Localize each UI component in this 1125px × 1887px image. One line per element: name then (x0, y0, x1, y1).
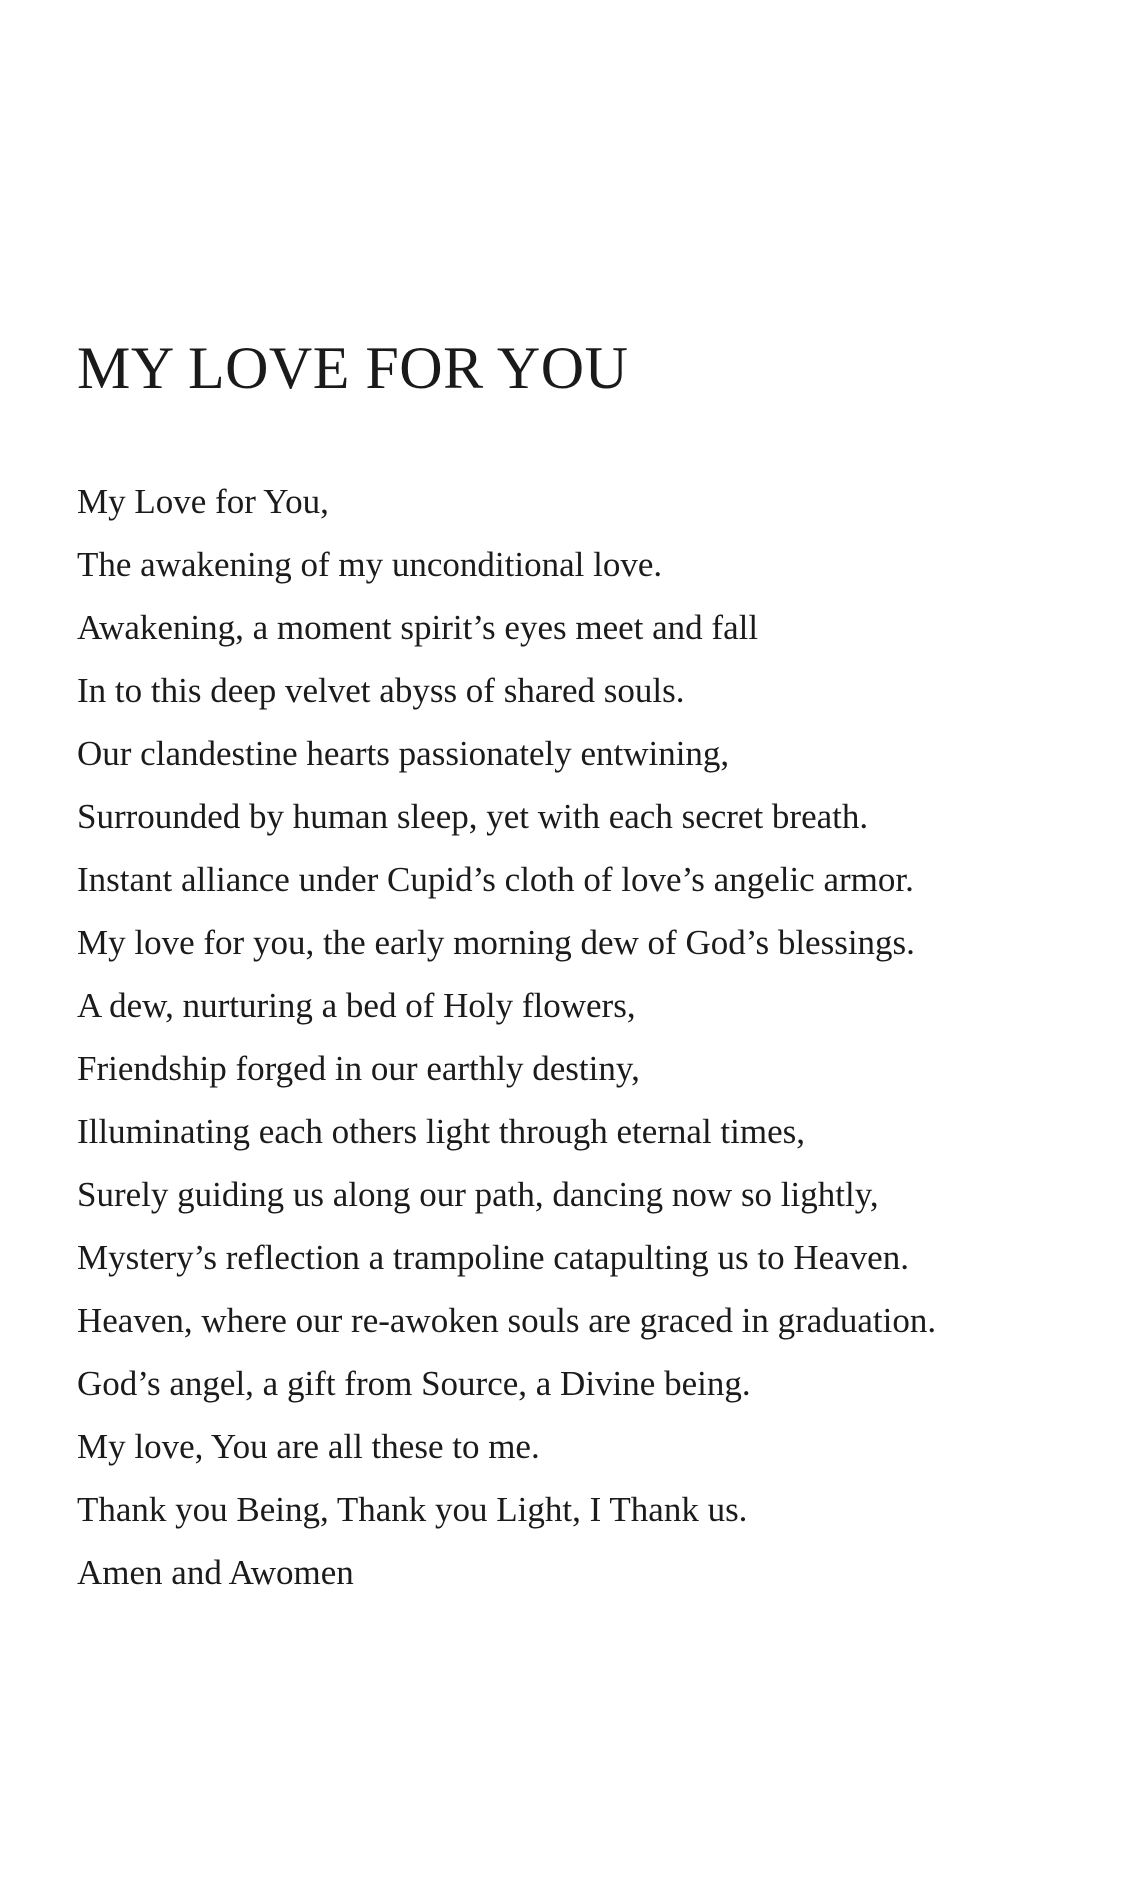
poem-line: Thank you Being, Thank you Light, I Thank us. (77, 1490, 748, 1529)
poem-line: In to this deep velvet abyss of shared souls. (77, 671, 685, 710)
poem-line: Surely guiding us along our path, dancing now so lightly, (77, 1175, 879, 1214)
poem-line: My love, You are all these to me. (77, 1427, 540, 1466)
poem-line: Illuminating each others light through eternal times, (77, 1112, 806, 1151)
poem-body (77, 470, 936, 1604)
poem-line: Mystery’s reflection a trampoline catapulting us to Heaven. (77, 1238, 909, 1277)
poem-line: Amen and Awomen (77, 1553, 354, 1592)
poem-line: My love for you, the early morning dew of God’s blessings. (77, 923, 915, 962)
poem-line: The awakening of my unconditional love. (77, 545, 663, 584)
poem-line: Surrounded by human sleep, yet with each secret breath. (77, 797, 869, 836)
poem-line: Our clandestine hearts passionately entwining, (77, 734, 730, 773)
poem-line: My Love for You, (77, 482, 329, 521)
poem-line: God’s angel, a gift from Source, a Divine being. (77, 1364, 751, 1403)
poem-line: Instant alliance under Cupid’s cloth of love’s angelic armor. (77, 860, 914, 899)
poem-line: Heaven, where our re-awoken souls are graced in graduation. (77, 1301, 937, 1340)
poem-line: A dew, nurturing a bed of Holy flowers, (77, 986, 636, 1025)
poem-line: Awakening, a moment spirit’s eyes meet and fall (77, 608, 759, 647)
poem-line: Friendship forged in our earthly destiny, (77, 1049, 640, 1088)
poem-title: MY LOVE FOR YOU (77, 335, 629, 401)
